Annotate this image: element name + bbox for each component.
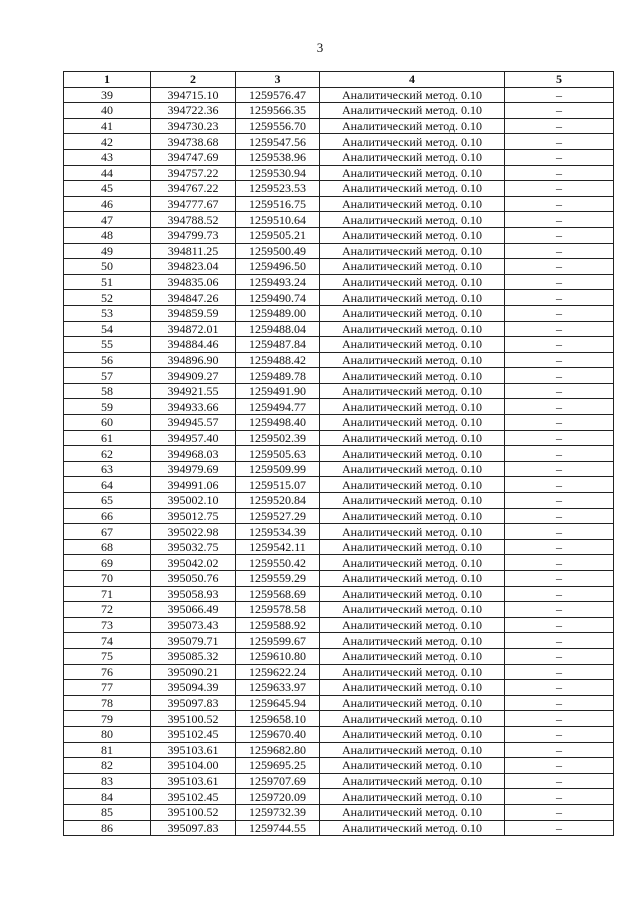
y-coordinate-cell: 1259670.40 <box>236 726 320 742</box>
y-coordinate-cell: 1259744.55 <box>236 820 320 836</box>
table-row <box>64 196 614 212</box>
method-cell: Аналитический метод. 0.10 <box>320 118 505 134</box>
table-row <box>64 633 614 649</box>
point-number-cell: 40 <box>64 103 151 119</box>
point-number-cell: 71 <box>64 586 151 602</box>
method-cell: Аналитический метод. 0.10 <box>320 181 505 197</box>
table-row <box>64 368 614 384</box>
y-coordinate-cell: 1259488.04 <box>236 321 320 337</box>
table-row <box>64 181 614 197</box>
y-coordinate-cell: 1259502.39 <box>236 430 320 446</box>
y-coordinate-cell: 1259530.94 <box>236 165 320 181</box>
description-cell: – <box>505 165 614 181</box>
description-cell: – <box>505 118 614 134</box>
method-cell: Аналитический метод. 0.10 <box>320 726 505 742</box>
description-cell: – <box>505 804 614 820</box>
table-row <box>64 508 614 524</box>
y-coordinate-cell: 1259599.67 <box>236 633 320 649</box>
x-coordinate-cell: 394945.57 <box>151 415 236 431</box>
y-coordinate-cell: 1259489.00 <box>236 305 320 321</box>
method-cell: Аналитический метод. 0.10 <box>320 430 505 446</box>
method-cell: Аналитический метод. 0.10 <box>320 149 505 165</box>
point-number-cell: 80 <box>64 726 151 742</box>
x-coordinate-cell: 395058.93 <box>151 586 236 602</box>
x-coordinate-cell: 395032.75 <box>151 539 236 555</box>
x-coordinate-cell: 394767.22 <box>151 181 236 197</box>
description-cell: – <box>505 274 614 290</box>
x-coordinate-cell: 394979.69 <box>151 461 236 477</box>
x-coordinate-cell: 395079.71 <box>151 633 236 649</box>
table-row <box>64 742 614 758</box>
method-cell: Аналитический метод. 0.10 <box>320 446 505 462</box>
point-number-cell: 69 <box>64 555 151 571</box>
description-cell: – <box>505 633 614 649</box>
y-coordinate-cell: 1259505.21 <box>236 227 320 243</box>
point-number-cell: 82 <box>64 758 151 774</box>
method-cell: Аналитический метод. 0.10 <box>320 87 505 103</box>
column-header-3: 3 <box>236 72 320 88</box>
point-number-cell: 70 <box>64 571 151 587</box>
table-row <box>64 103 614 119</box>
y-coordinate-cell: 1259527.29 <box>236 508 320 524</box>
x-coordinate-cell: 395002.10 <box>151 493 236 509</box>
x-coordinate-cell: 394799.73 <box>151 227 236 243</box>
point-number-cell: 61 <box>64 430 151 446</box>
description-cell: – <box>505 711 614 727</box>
x-coordinate-cell: 395103.61 <box>151 773 236 789</box>
method-cell: Аналитический метод. 0.10 <box>320 617 505 633</box>
table-row <box>64 664 614 680</box>
description-cell: – <box>505 399 614 415</box>
page-number: 3 <box>316 40 324 55</box>
description-cell: – <box>505 446 614 462</box>
y-coordinate-cell: 1259515.07 <box>236 477 320 493</box>
table-body <box>64 87 614 836</box>
x-coordinate-cell: 394933.66 <box>151 399 236 415</box>
x-coordinate-cell: 395102.45 <box>151 726 236 742</box>
method-cell: Аналитический метод. 0.10 <box>320 633 505 649</box>
x-coordinate-cell: 394811.25 <box>151 243 236 259</box>
x-coordinate-cell: 395100.52 <box>151 804 236 820</box>
description-cell: – <box>505 181 614 197</box>
point-number-cell: 51 <box>64 274 151 290</box>
x-coordinate-cell: 394788.52 <box>151 212 236 228</box>
method-cell: Аналитический метод. 0.10 <box>320 103 505 119</box>
table-row <box>64 118 614 134</box>
description-cell: – <box>505 477 614 493</box>
description-cell: – <box>505 430 614 446</box>
method-cell: Аналитический метод. 0.10 <box>320 352 505 368</box>
description-cell: – <box>505 726 614 742</box>
table-row <box>64 726 614 742</box>
description-cell: – <box>505 368 614 384</box>
x-coordinate-cell: 395104.00 <box>151 758 236 774</box>
y-coordinate-cell: 1259542.11 <box>236 539 320 555</box>
point-number-cell: 39 <box>64 87 151 103</box>
method-cell: Аналитический метод. 0.10 <box>320 555 505 571</box>
y-coordinate-cell: 1259645.94 <box>236 695 320 711</box>
description-cell: – <box>505 243 614 259</box>
table-row <box>64 680 614 696</box>
method-cell: Аналитический метод. 0.10 <box>320 680 505 696</box>
x-coordinate-cell: 395085.32 <box>151 648 236 664</box>
table-row <box>64 648 614 664</box>
method-cell: Аналитический метод. 0.10 <box>320 539 505 555</box>
point-number-cell: 58 <box>64 383 151 399</box>
y-coordinate-cell: 1259576.47 <box>236 87 320 103</box>
x-coordinate-cell: 394968.03 <box>151 446 236 462</box>
method-cell: Аналитический метод. 0.10 <box>320 134 505 150</box>
description-cell: – <box>505 103 614 119</box>
description-cell: – <box>505 617 614 633</box>
description-cell: – <box>505 212 614 228</box>
point-number-cell: 56 <box>64 352 151 368</box>
point-number-cell: 45 <box>64 181 151 197</box>
point-number-cell: 44 <box>64 165 151 181</box>
description-cell: – <box>505 602 614 618</box>
method-cell: Аналитический метод. 0.10 <box>320 789 505 805</box>
x-coordinate-cell: 394872.01 <box>151 321 236 337</box>
y-coordinate-cell: 1259633.97 <box>236 680 320 696</box>
column-header-5: 5 <box>505 72 614 88</box>
description-cell: – <box>505 820 614 836</box>
y-coordinate-cell: 1259500.49 <box>236 243 320 259</box>
x-coordinate-cell: 395012.75 <box>151 508 236 524</box>
point-number-cell: 41 <box>64 118 151 134</box>
description-cell: – <box>505 695 614 711</box>
table-row <box>64 820 614 836</box>
description-cell: – <box>505 539 614 555</box>
table-row <box>64 259 614 275</box>
x-coordinate-cell: 394957.40 <box>151 430 236 446</box>
table-row <box>64 337 614 353</box>
method-cell: Аналитический метод. 0.10 <box>320 305 505 321</box>
point-number-cell: 75 <box>64 648 151 664</box>
x-coordinate-cell: 394738.68 <box>151 134 236 150</box>
x-coordinate-cell: 394909.27 <box>151 368 236 384</box>
method-cell: Аналитический метод. 0.10 <box>320 368 505 384</box>
y-coordinate-cell: 1259695.25 <box>236 758 320 774</box>
method-cell: Аналитический метод. 0.10 <box>320 290 505 306</box>
y-coordinate-cell: 1259491.90 <box>236 383 320 399</box>
description-cell: – <box>505 134 614 150</box>
point-number-cell: 83 <box>64 773 151 789</box>
method-cell: Аналитический метод. 0.10 <box>320 571 505 587</box>
point-number-cell: 84 <box>64 789 151 805</box>
table-row <box>64 773 614 789</box>
method-cell: Аналитический метод. 0.10 <box>320 227 505 243</box>
y-coordinate-cell: 1259534.39 <box>236 524 320 540</box>
x-coordinate-cell: 394884.46 <box>151 337 236 353</box>
point-number-cell: 85 <box>64 804 151 820</box>
y-coordinate-cell: 1259559.29 <box>236 571 320 587</box>
point-number-cell: 65 <box>64 493 151 509</box>
method-cell: Аналитический метод. 0.10 <box>320 508 505 524</box>
x-coordinate-cell: 395022.98 <box>151 524 236 540</box>
y-coordinate-cell: 1259538.96 <box>236 149 320 165</box>
description-cell: – <box>505 383 614 399</box>
x-coordinate-cell: 394777.67 <box>151 196 236 212</box>
method-cell: Аналитический метод. 0.10 <box>320 586 505 602</box>
description-cell: – <box>505 337 614 353</box>
x-coordinate-cell: 395050.76 <box>151 571 236 587</box>
point-number-cell: 63 <box>64 461 151 477</box>
method-cell: Аналитический метод. 0.10 <box>320 602 505 618</box>
x-coordinate-cell: 395073.43 <box>151 617 236 633</box>
table-row <box>64 461 614 477</box>
table-row <box>64 134 614 150</box>
table-row <box>64 415 614 431</box>
point-number-cell: 68 <box>64 539 151 555</box>
description-cell: – <box>505 87 614 103</box>
point-number-cell: 77 <box>64 680 151 696</box>
method-cell: Аналитический метод. 0.10 <box>320 758 505 774</box>
method-cell: Аналитический метод. 0.10 <box>320 477 505 493</box>
method-cell: Аналитический метод. 0.10 <box>320 165 505 181</box>
table-row <box>64 602 614 618</box>
x-coordinate-cell: 395103.61 <box>151 742 236 758</box>
method-cell: Аналитический метод. 0.10 <box>320 742 505 758</box>
x-coordinate-cell: 394823.04 <box>151 259 236 275</box>
method-cell: Аналитический метод. 0.10 <box>320 711 505 727</box>
method-cell: Аналитический метод. 0.10 <box>320 664 505 680</box>
x-coordinate-cell: 394747.69 <box>151 149 236 165</box>
y-coordinate-cell: 1259547.56 <box>236 134 320 150</box>
point-number-cell: 66 <box>64 508 151 524</box>
table-row <box>64 524 614 540</box>
description-cell: – <box>505 742 614 758</box>
description-cell: – <box>505 664 614 680</box>
description-cell: – <box>505 321 614 337</box>
point-number-cell: 62 <box>64 446 151 462</box>
method-cell: Аналитический метод. 0.10 <box>320 493 505 509</box>
table-row <box>64 321 614 337</box>
x-coordinate-cell: 395097.83 <box>151 820 236 836</box>
y-coordinate-cell: 1259516.75 <box>236 196 320 212</box>
x-coordinate-cell: 395094.39 <box>151 680 236 696</box>
point-number-cell: 59 <box>64 399 151 415</box>
table-row <box>64 212 614 228</box>
y-coordinate-cell: 1259578.58 <box>236 602 320 618</box>
x-coordinate-cell: 394991.06 <box>151 477 236 493</box>
x-coordinate-cell: 395100.52 <box>151 711 236 727</box>
y-coordinate-cell: 1259658.10 <box>236 711 320 727</box>
table-row <box>64 446 614 462</box>
table-row <box>64 87 614 103</box>
table-row <box>64 352 614 368</box>
point-number-cell: 64 <box>64 477 151 493</box>
method-cell: Аналитический метод. 0.10 <box>320 399 505 415</box>
description-cell: – <box>505 196 614 212</box>
description-cell: – <box>505 305 614 321</box>
column-header-4: 4 <box>320 72 505 88</box>
y-coordinate-cell: 1259487.84 <box>236 337 320 353</box>
y-coordinate-cell: 1259622.24 <box>236 664 320 680</box>
x-coordinate-cell: 395066.49 <box>151 602 236 618</box>
table-row <box>64 586 614 602</box>
y-coordinate-cell: 1259494.77 <box>236 399 320 415</box>
y-coordinate-cell: 1259509.99 <box>236 461 320 477</box>
x-coordinate-cell: 395097.83 <box>151 695 236 711</box>
table-row <box>64 539 614 555</box>
y-coordinate-cell: 1259732.39 <box>236 804 320 820</box>
table-row <box>64 149 614 165</box>
point-number-cell: 73 <box>64 617 151 633</box>
description-cell: – <box>505 415 614 431</box>
point-number-cell: 52 <box>64 290 151 306</box>
description-cell: – <box>505 524 614 540</box>
point-number-cell: 72 <box>64 602 151 618</box>
table-row <box>64 477 614 493</box>
point-number-cell: 48 <box>64 227 151 243</box>
y-coordinate-cell: 1259568.69 <box>236 586 320 602</box>
table-row <box>64 227 614 243</box>
table-row <box>64 243 614 259</box>
table-row <box>64 711 614 727</box>
point-number-cell: 46 <box>64 196 151 212</box>
method-cell: Аналитический метод. 0.10 <box>320 243 505 259</box>
y-coordinate-cell: 1259550.42 <box>236 555 320 571</box>
method-cell: Аналитический метод. 0.10 <box>320 196 505 212</box>
point-number-cell: 54 <box>64 321 151 337</box>
method-cell: Аналитический метод. 0.10 <box>320 415 505 431</box>
method-cell: Аналитический метод. 0.10 <box>320 274 505 290</box>
y-coordinate-cell: 1259510.64 <box>236 212 320 228</box>
x-coordinate-cell: 394730.23 <box>151 118 236 134</box>
method-cell: Аналитический метод. 0.10 <box>320 648 505 664</box>
method-cell: Аналитический метод. 0.10 <box>320 820 505 836</box>
point-number-cell: 74 <box>64 633 151 649</box>
point-number-cell: 43 <box>64 149 151 165</box>
y-coordinate-cell: 1259720.09 <box>236 789 320 805</box>
y-coordinate-cell: 1259610.80 <box>236 648 320 664</box>
point-number-cell: 57 <box>64 368 151 384</box>
point-number-cell: 86 <box>64 820 151 836</box>
y-coordinate-cell: 1259707.69 <box>236 773 320 789</box>
point-number-cell: 76 <box>64 664 151 680</box>
table-row <box>64 493 614 509</box>
table-row <box>64 430 614 446</box>
description-cell: – <box>505 586 614 602</box>
method-cell: Аналитический метод. 0.10 <box>320 695 505 711</box>
column-header-1: 1 <box>64 72 151 88</box>
point-number-cell: 78 <box>64 695 151 711</box>
table-row <box>64 555 614 571</box>
method-cell: Аналитический метод. 0.10 <box>320 259 505 275</box>
description-cell: – <box>505 555 614 571</box>
y-coordinate-cell: 1259496.50 <box>236 259 320 275</box>
column-header-2: 2 <box>151 72 236 88</box>
method-cell: Аналитический метод. 0.10 <box>320 461 505 477</box>
description-cell: – <box>505 227 614 243</box>
y-coordinate-cell: 1259493.24 <box>236 274 320 290</box>
x-coordinate-cell: 394859.59 <box>151 305 236 321</box>
description-cell: – <box>505 680 614 696</box>
x-coordinate-cell: 394896.90 <box>151 352 236 368</box>
method-cell: Аналитический метод. 0.10 <box>320 321 505 337</box>
x-coordinate-cell: 394757.22 <box>151 165 236 181</box>
table-row <box>64 399 614 415</box>
coordinates-table <box>63 71 614 836</box>
description-cell: – <box>505 290 614 306</box>
table-row <box>64 274 614 290</box>
description-cell: – <box>505 648 614 664</box>
point-number-cell: 60 <box>64 415 151 431</box>
description-cell: – <box>505 493 614 509</box>
method-cell: Аналитический метод. 0.10 <box>320 212 505 228</box>
x-coordinate-cell: 394921.55 <box>151 383 236 399</box>
y-coordinate-cell: 1259505.63 <box>236 446 320 462</box>
point-number-cell: 81 <box>64 742 151 758</box>
method-cell: Аналитический метод. 0.10 <box>320 337 505 353</box>
table-row <box>64 383 614 399</box>
method-cell: Аналитический метод. 0.10 <box>320 804 505 820</box>
point-number-cell: 42 <box>64 134 151 150</box>
point-number-cell: 50 <box>64 259 151 275</box>
y-coordinate-cell: 1259490.74 <box>236 290 320 306</box>
point-number-cell: 49 <box>64 243 151 259</box>
y-coordinate-cell: 1259556.70 <box>236 118 320 134</box>
method-cell: Аналитический метод. 0.10 <box>320 773 505 789</box>
point-number-cell: 79 <box>64 711 151 727</box>
table-row <box>64 789 614 805</box>
x-coordinate-cell: 394722.36 <box>151 103 236 119</box>
table-row <box>64 571 614 587</box>
description-cell: – <box>505 149 614 165</box>
y-coordinate-cell: 1259488.42 <box>236 352 320 368</box>
method-cell: Аналитический метод. 0.10 <box>320 524 505 540</box>
table-row <box>64 758 614 774</box>
description-cell: – <box>505 789 614 805</box>
description-cell: – <box>505 461 614 477</box>
y-coordinate-cell: 1259498.40 <box>236 415 320 431</box>
description-cell: – <box>505 773 614 789</box>
y-coordinate-cell: 1259566.35 <box>236 103 320 119</box>
y-coordinate-cell: 1259520.84 <box>236 493 320 509</box>
method-cell: Аналитический метод. 0.10 <box>320 383 505 399</box>
table-row <box>64 165 614 181</box>
point-number-cell: 67 <box>64 524 151 540</box>
x-coordinate-cell: 394835.06 <box>151 274 236 290</box>
point-number-cell: 47 <box>64 212 151 228</box>
table-header-row <box>64 72 614 88</box>
description-cell: – <box>505 571 614 587</box>
table-row <box>64 617 614 633</box>
x-coordinate-cell: 395102.45 <box>151 789 236 805</box>
y-coordinate-cell: 1259523.53 <box>236 181 320 197</box>
y-coordinate-cell: 1259588.92 <box>236 617 320 633</box>
point-number-cell: 55 <box>64 337 151 353</box>
description-cell: – <box>505 259 614 275</box>
x-coordinate-cell: 395090.21 <box>151 664 236 680</box>
point-number-cell: 53 <box>64 305 151 321</box>
y-coordinate-cell: 1259682.80 <box>236 742 320 758</box>
y-coordinate-cell: 1259489.78 <box>236 368 320 384</box>
description-cell: – <box>505 758 614 774</box>
table-row <box>64 804 614 820</box>
description-cell: – <box>505 352 614 368</box>
x-coordinate-cell: 394715.10 <box>151 87 236 103</box>
table-row <box>64 305 614 321</box>
x-coordinate-cell: 394847.26 <box>151 290 236 306</box>
table-row <box>64 695 614 711</box>
description-cell: – <box>505 508 614 524</box>
x-coordinate-cell: 395042.02 <box>151 555 236 571</box>
table-row <box>64 290 614 306</box>
